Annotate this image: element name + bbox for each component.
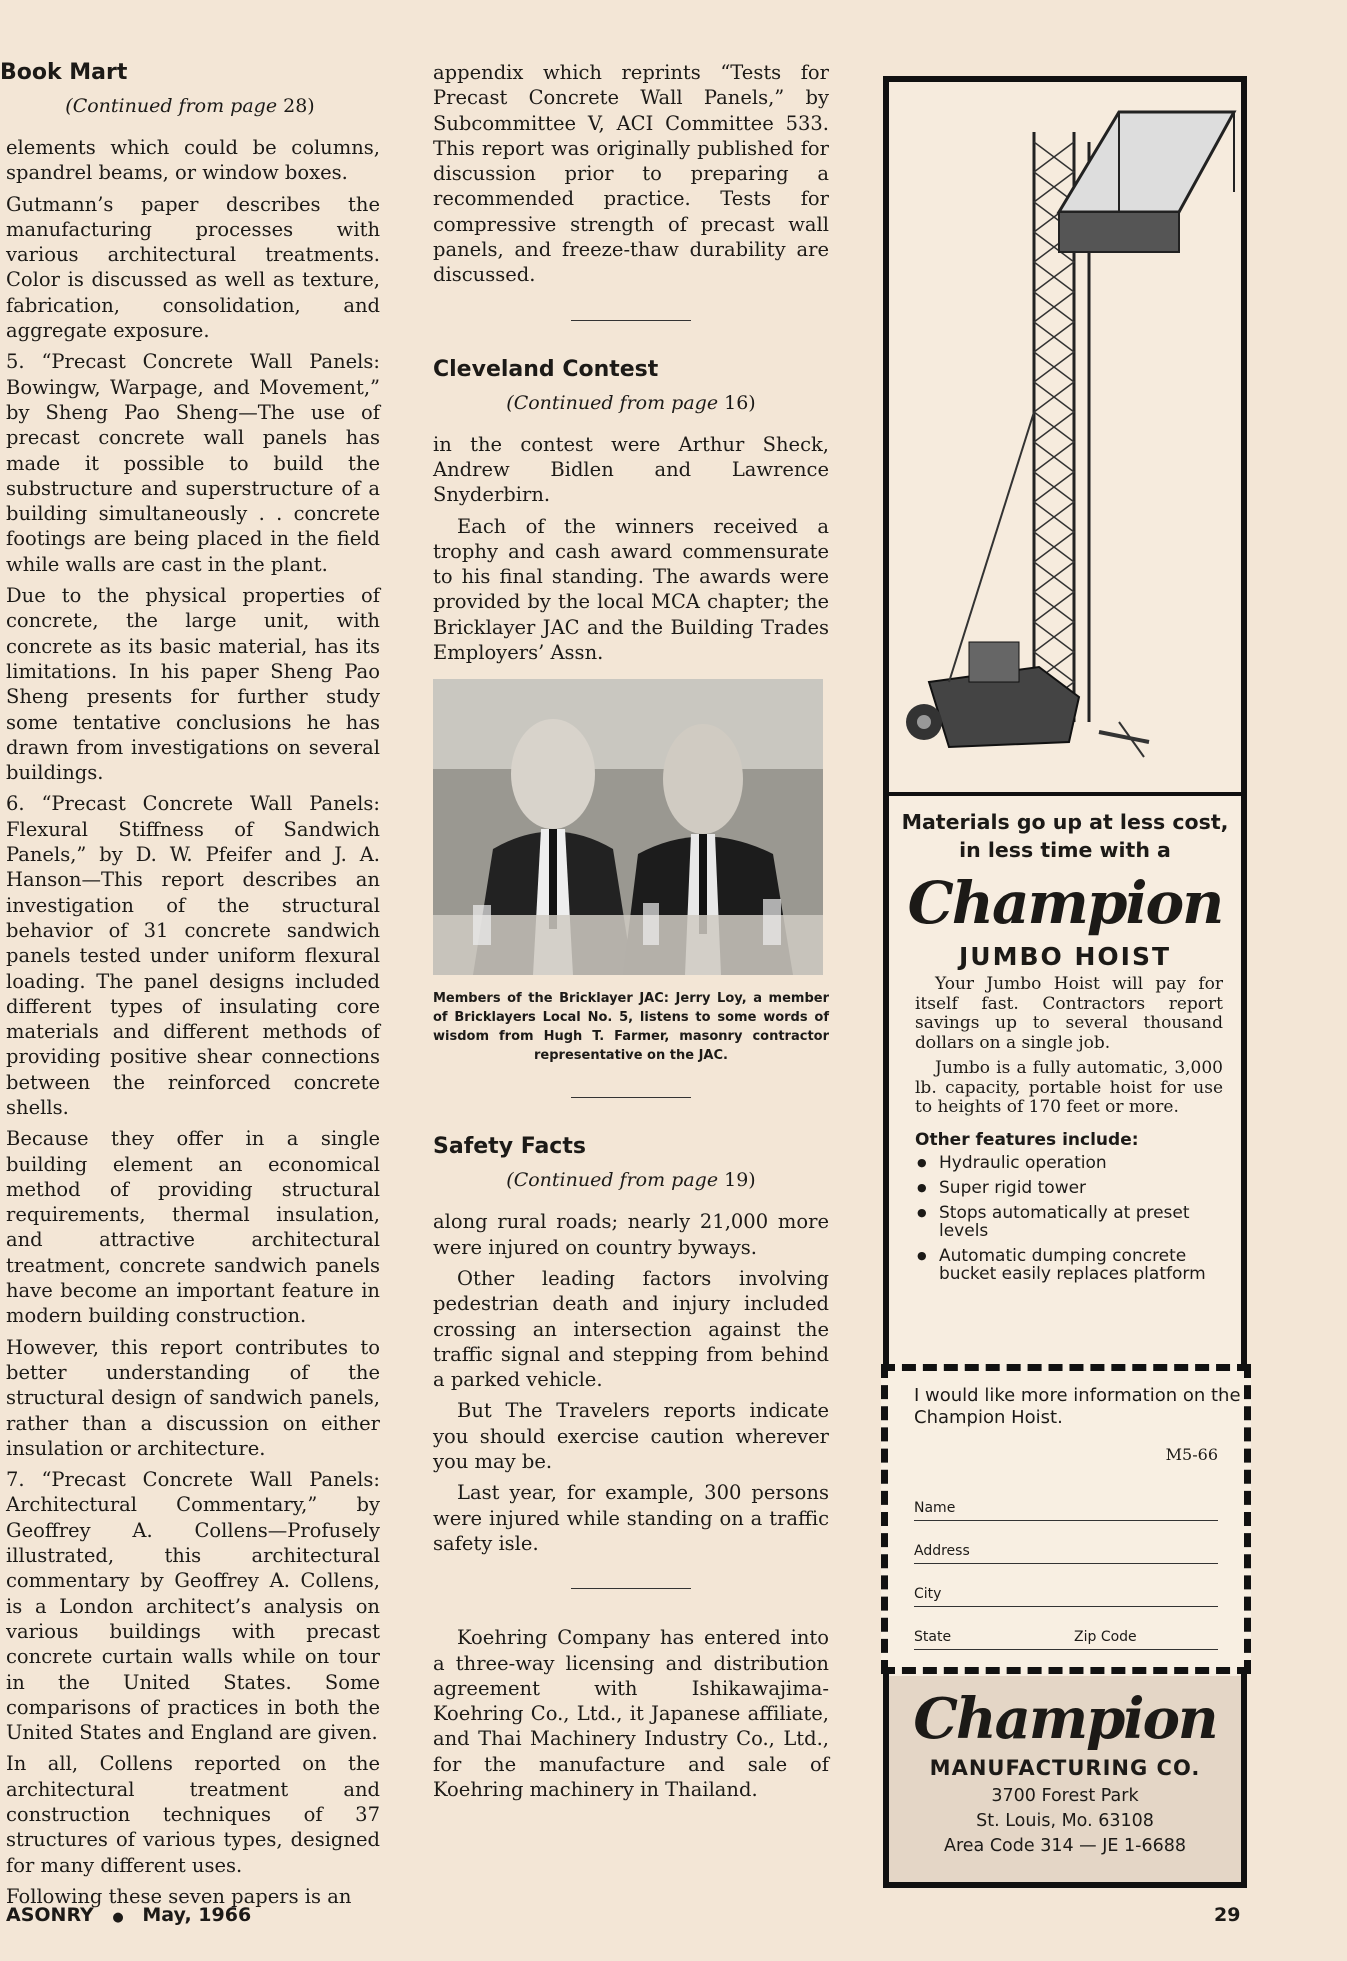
two-men-photo-illustration — [433, 679, 823, 975]
state-zip-field[interactable] — [914, 1607, 1218, 1650]
paragraph: Because they offer in a single building element an economical method of providing structural requirements, thermal insulation, and attractive architectural treatment, concrete sandwich panels have become an important feature in modern building construction. — [6, 1127, 380, 1328]
paragraph: 6. “Precast Concrete Wall Panels: Flexural Stiffness of Sandwich Panels,” by D. W. Pfeifer and J. A. Hanson—This report describes an investigation of the structural behavior of 31 concrete sandwich panels tested under uniform flexural loading. The panel designs included different types of insulating core materials and different methods of providing positive shear connections between the reinforced concrete shells. — [6, 792, 380, 1119]
issue-date: May, 1966 — [142, 1904, 252, 1926]
page-number: 29 — [1214, 1904, 1241, 1926]
company-name: MANUFACTURING CO. — [929, 1756, 1201, 1780]
footer-left — [6, 1904, 251, 1926]
paragraph: in the contest were Arthur Sheck, Andrew Bidlen and Lawrence Snyderbirn. — [433, 432, 829, 507]
info-request-coupon — [881, 1364, 1251, 1674]
magazine-name: ASONRY — [6, 1904, 94, 1926]
state-label: State — [914, 1629, 952, 1645]
cleveland-heading: Cleveland Contest — [433, 356, 659, 382]
zip-label: Zip Code — [1074, 1629, 1137, 1645]
jac-photo — [433, 679, 823, 975]
paragraph: Gutmann’s paper describes the manufacturing processes with various architectural treatments. Color is discussed as well as texture, fabrication, consolidation, and aggregate exposure. — [6, 192, 380, 343]
list-item: ● Automatic dumping concrete bucket easily replaces platform — [915, 1247, 1241, 1283]
ad-tagline: Materials go up at less cost, in less time with a — [901, 810, 1229, 862]
list-item: ● Super rigid tower — [915, 1179, 1241, 1197]
features-list — [915, 1154, 1241, 1283]
company-address: 3700 Forest Park St. Louis, Mo. 63108 Area Code 314 — JE 1-6688 — [944, 1786, 1186, 1856]
divider — [571, 1097, 691, 1098]
paragraph: along rural roads; nearly 21,000 more were injured on country byways. — [433, 1210, 829, 1259]
middle-column — [433, 0, 829, 1808]
paragraph: 7. “Precast Concrete Wall Panels: Architectural Commentary,” by Geoffrey A. Collens—Profusely illustrated, this architectural commentary by Geoffrey A. Collens, is a London architect’s analysis on various buildings with precast concrete curtain walls while on tour in the United States. Some comparisons of practices in both the United States and England are given. — [6, 1468, 380, 1745]
address-field[interactable]: Address — [914, 1521, 1218, 1564]
book-mart-heading: Book Mart — [0, 60, 128, 85]
features-heading: Other features include: — [915, 1129, 1139, 1150]
city-field[interactable]: City — [914, 1564, 1218, 1607]
cleveland-continued: (Continued from page 16) — [506, 391, 756, 414]
koehring-paragraph: Koehring Company has entered into a three-way licensing and distribution agreement with Ishikawajima- Koehring Co., Ltd., it Japanese affiliate, and Thai Machinery Industry Co., Ltd., for the manufacture and sale of Koehring machinery in Thailand. — [433, 1626, 829, 1801]
safety-heading: Safety Facts — [433, 1134, 586, 1160]
safety-continued: (Continued from page 19) — [506, 1169, 756, 1192]
company-address-box — [889, 1676, 1241, 1882]
paragraph: 5. “Precast Concrete Wall Panels: Bowingw, Warpage, and Movement,” by Sheng Pao Sheng—The use of precast concrete wall panels has made it possible to build the substructure and superstructure of a building simultaneously . . concrete footings are being placed in the field while walls are cast in the plant. — [6, 350, 380, 576]
photo-caption: Members of the Bricklayer JAC: Jerry Loy, a member of Bricklayers Local No. 5, listens to some words of wisdom from Hugh T. Farmer, masonry contractor representative on the JAC. — [433, 991, 829, 1064]
paragraph: But The Travelers reports indicate you should exercise caution wherever you may be. — [433, 1399, 829, 1474]
paragraph: Each of the winners received a trophy and cash award commensurate to his final standing. The awards were provided by the local MCA chapter; the Bricklayer JAC and the Building Trades Employers’ Assn. — [433, 514, 829, 665]
paragraph: In all, Collens reported on the architectural treatment and construction techniques of 37 structures of various types, designed for many different uses. — [6, 1752, 380, 1877]
divider — [571, 320, 691, 321]
paragraph: Other leading factors involving pedestrian death and injury included crossing an intersection against the traffic signal and stepping from behind a parked vehicle. — [433, 1266, 829, 1392]
list-item: ● Hydraulic operation — [915, 1154, 1241, 1172]
bullet-icon: ● — [112, 1910, 124, 1925]
champion-logo: Champion — [913, 1686, 1217, 1752]
name-field[interactable]: Name — [914, 1478, 1218, 1521]
ad-paragraph: Your Jumbo Hoist will pay for itself fast. Contractors report savings up to several thousand dollars on a single job. — [915, 974, 1223, 1053]
paragraph: Following these seven papers is an — [6, 1884, 352, 1908]
book-mart-column — [0, 0, 380, 1915]
divider — [571, 1588, 691, 1589]
paragraph: elements which could be columns, spandrel beams, or window boxes. — [6, 136, 380, 185]
jumbo-hoist-illustration — [889, 82, 1241, 796]
book-mart-tail: appendix which reprints “Tests for Precast Concrete Wall Panels,” by Subcommittee V, ACI Committee 533. This report was originally published for discussion prior to preparing a recommended practice. Tests for compressive strength of precast wall panels, and freeze-thaw durability are discussed. — [433, 61, 829, 287]
champion-advertisement — [883, 76, 1247, 1888]
paragraph: Last year, for example, 300 persons were injured while standing on a traffic safety isle. — [433, 1481, 829, 1555]
ad-paragraph: Jumbo is a fully automatic, 3,000 lb. capacity, portable hoist for use to heights of 170 feet or more. — [915, 1058, 1223, 1117]
paragraph: Due to the physical properties of concrete, the large unit, with concrete as its basic material, has its limitations. In his paper Sheng Pao Sheng presents for further study some tentative conclusions he has drawn from investigations on several buildings. — [6, 584, 380, 785]
ad-copy — [889, 796, 1241, 1290]
product-name: JUMBO HOIST — [958, 942, 1172, 971]
coupon-request: I would like more information on the Champion Hoist. — [914, 1385, 1241, 1428]
book-mart-continued: (Continued from page 28) — [65, 95, 315, 117]
paragraph: However, this report contributes to better understanding of the structural design of sandwich panels, rather than a discussion on either insulation or architecture. — [6, 1335, 380, 1460]
hoist-tower-icon — [889, 82, 1241, 792]
champion-logo: Champion — [907, 869, 1223, 937]
list-item: ● Stops automatically at preset levels — [915, 1204, 1241, 1240]
coupon-code: M5-66 — [1165, 1445, 1218, 1464]
